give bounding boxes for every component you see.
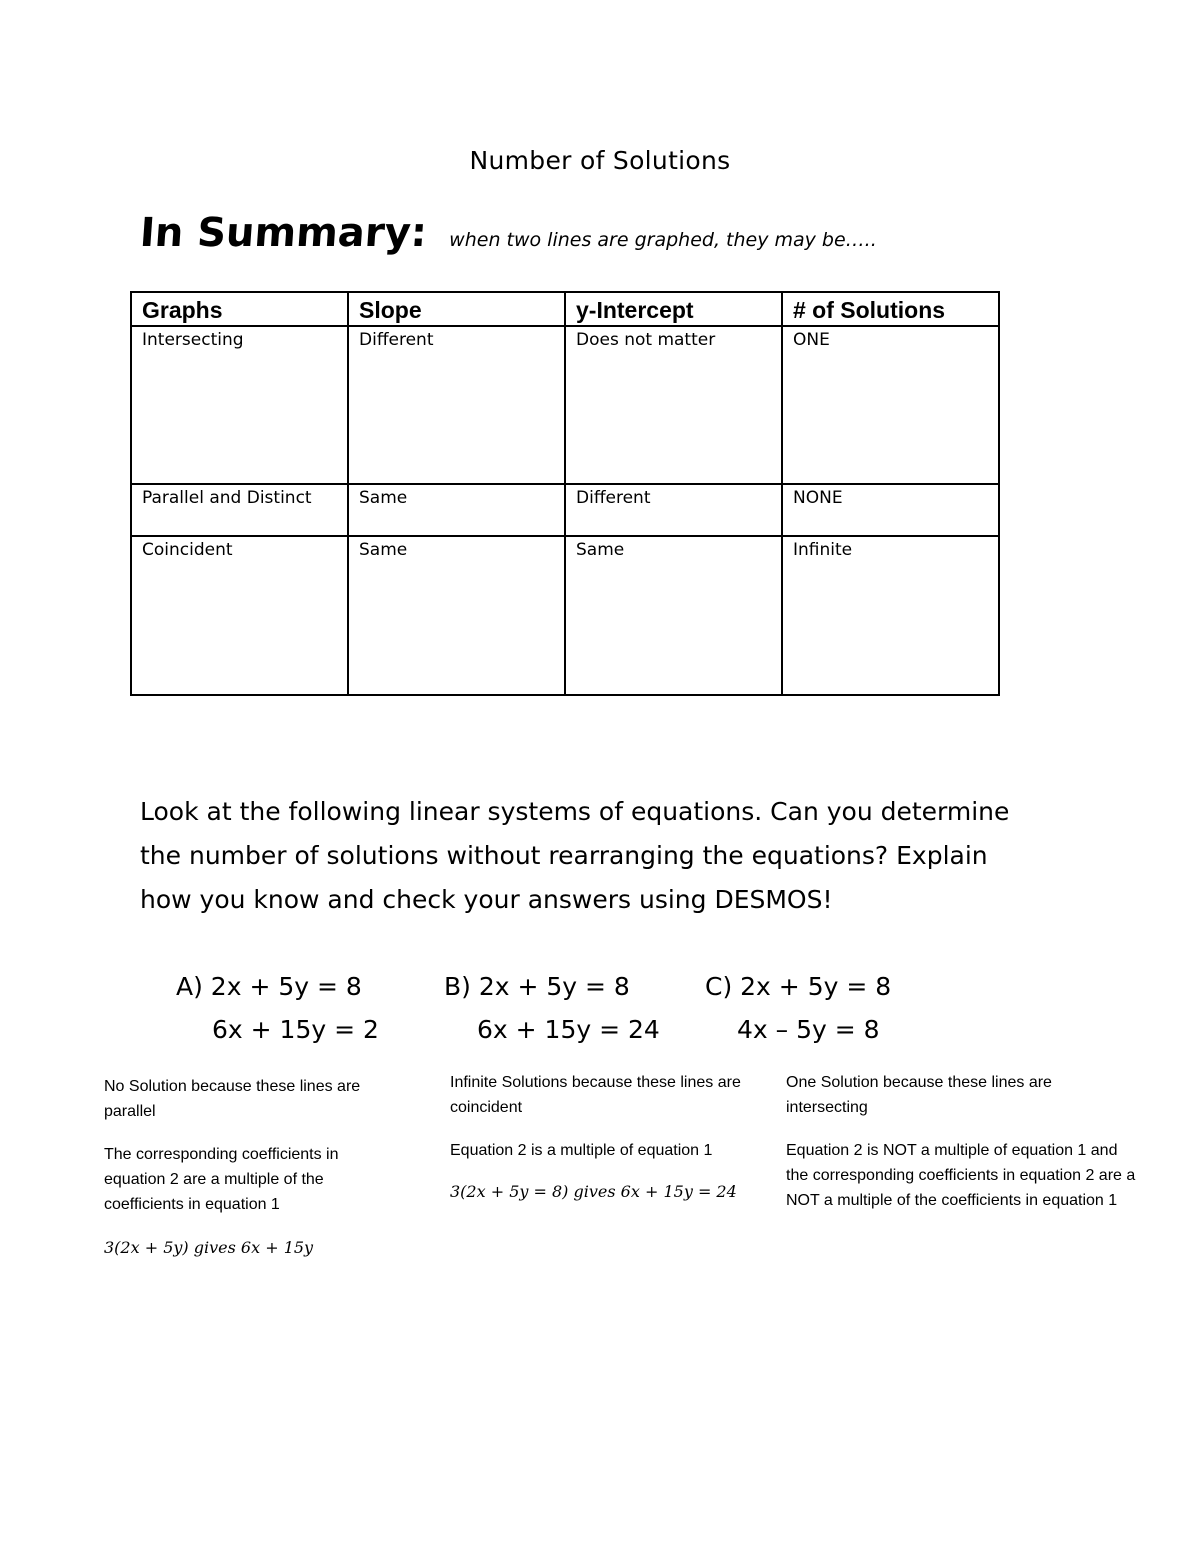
table-row: [131, 326, 999, 484]
system-b-explanation: [450, 1070, 770, 1204]
instructions-line: how you know and check your answers using DESMOS!: [140, 885, 833, 914]
system-b-math: 3(2𝑥 + 5𝑦 = 8) 𝑔𝑖𝑣𝑒𝑠 6𝑥 + 15𝑦 = 24: [450, 1182, 737, 1201]
cell-y-intercept: Does not matter: [565, 326, 782, 484]
page-title: Number of Solutions: [469, 146, 731, 175]
system-a-answer: No Solution because these lines are parallel: [104, 1078, 361, 1120]
system-a-equation-2: 6x + 15y = 2: [212, 1015, 379, 1044]
cell-slope: Same: [348, 484, 565, 536]
system-b-equation-1: B) 2x + 5y = 8: [444, 972, 630, 1001]
instructions-line: the number of solutions without rearranging the equations? Explain: [140, 841, 988, 870]
system-c-answer: One Solution because these lines are intersecting: [786, 1074, 1052, 1116]
system-c-explanation: [786, 1070, 1138, 1231]
cell-graphs: Parallel and Distinct: [131, 484, 348, 536]
header-y-intercept: y-Intercept: [565, 292, 782, 326]
header-solutions: # of Solutions: [782, 292, 999, 326]
system-a-math: 3(2𝑥 + 5𝑦) 𝑔𝑖𝑣𝑒𝑠 6𝑥 + 15𝑦: [104, 1238, 314, 1257]
system-b-answer: Infinite Solutions because these lines are coincident: [450, 1074, 741, 1116]
system-a-reason: The corresponding coefficients in equation 2 are a multiple of the coefficients in equation 1: [104, 1146, 339, 1213]
summary-table: [130, 291, 1000, 696]
table-row: [131, 536, 999, 695]
system-a: [176, 965, 379, 1051]
table-row: [131, 484, 999, 536]
header-slope: Slope: [348, 292, 565, 326]
system-c-equation-2: 4x – 5y = 8: [737, 1015, 880, 1044]
summary-subtitle: when two lines are graphed, they may be…..: [449, 229, 877, 251]
cell-solutions: NONE: [782, 484, 999, 536]
system-c-reason: Equation 2 is NOT a multiple of equation 1 and the corresponding coefficients in equation 2 are a NOT a multiple of the coefficients in equation 1: [786, 1142, 1136, 1209]
system-b: [444, 965, 660, 1051]
instructions-line: Look at the following linear systems of equations. Can you determine: [140, 797, 1010, 826]
table-header-row: [131, 292, 999, 326]
system-c: [705, 965, 891, 1051]
cell-slope: Same: [348, 536, 565, 695]
system-a-equation-1: A) 2x + 5y = 8: [176, 972, 362, 1001]
system-b-equation-2: 6x + 15y = 24: [477, 1015, 660, 1044]
header-graphs: Graphs: [131, 292, 348, 326]
summary-line: [140, 210, 877, 256]
cell-graphs: Intersecting: [131, 326, 348, 484]
cell-y-intercept: Same: [565, 536, 782, 695]
summary-heading: In Summary:: [138, 210, 429, 256]
system-a-explanation: [104, 1074, 374, 1260]
cell-graphs: Coincident: [131, 536, 348, 695]
cell-solutions: Infinite: [782, 536, 999, 695]
system-c-equation-1: C) 2x + 5y = 8: [705, 972, 892, 1001]
instructions: [140, 790, 1040, 922]
cell-y-intercept: Different: [565, 484, 782, 536]
system-b-reason: Equation 2 is a multiple of equation 1: [450, 1142, 713, 1159]
cell-slope: Different: [348, 326, 565, 484]
cell-solutions: ONE: [782, 326, 999, 484]
